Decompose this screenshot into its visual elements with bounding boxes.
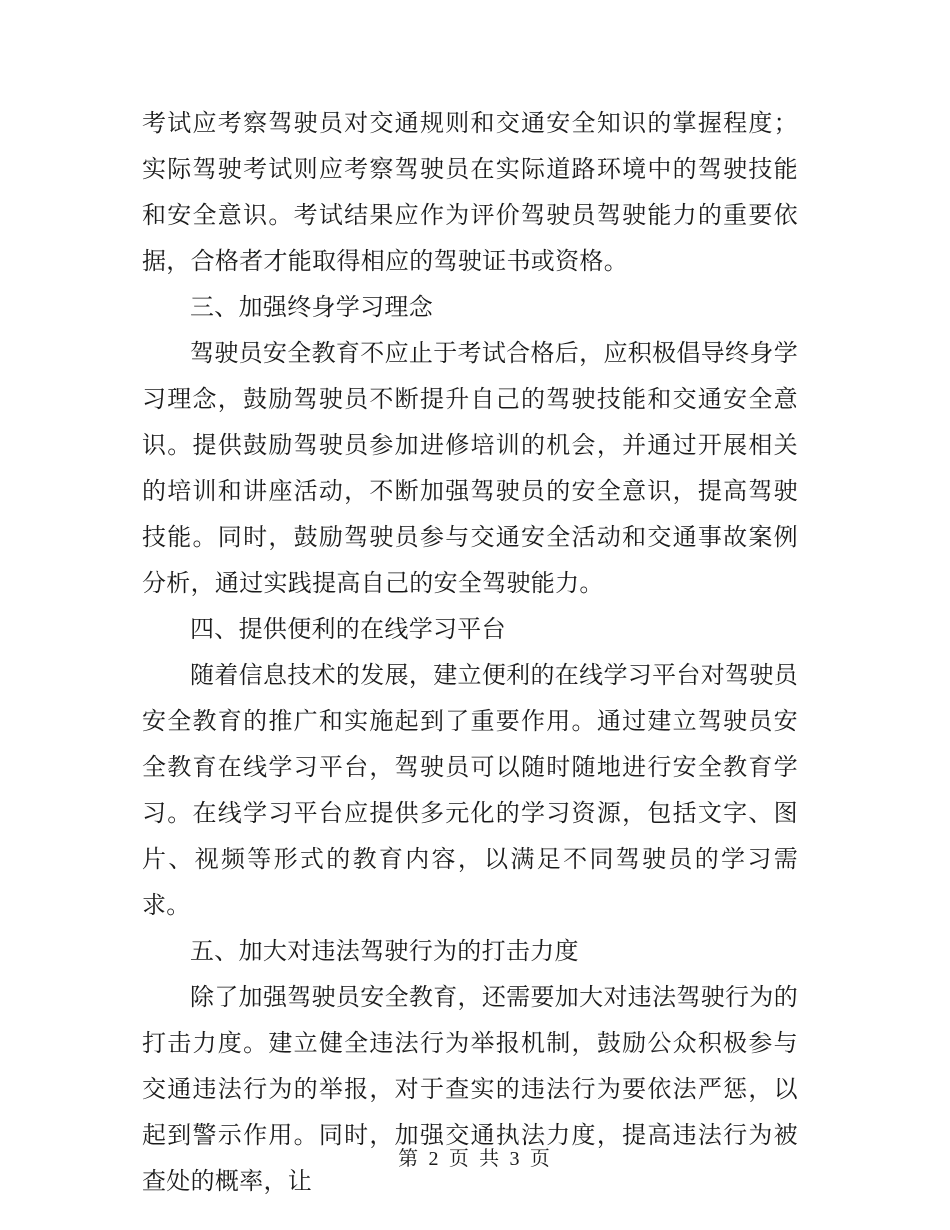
footer-middle: 页 共	[448, 1146, 502, 1170]
document-body	[142, 100, 798, 1204]
paragraph-exam-assessment: 考试应考察驾驶员对交通规则和交通安全知识的掌握程度；实际驾驶考试则应考察驾驶员在实际道路环境中的驾驶技能和安全意识。考试结果应作为评价驾驶员驾驶能力的重要依据，合格者才能取得相应的驾驶证书或资格。	[142, 109, 798, 275]
footer-prefix: 第	[398, 1146, 421, 1170]
paragraph-enforcement: 除了加强驾驶员安全教育，还需要加大对违法驾驶行为的打击力度。建立健全违法行为举报机制，鼓励公众积极参与交通违法行为的举报，对于查实的违法行为要依法严惩，以起到警示作用。同时，加强交通执法力度，提高违法行为被查处的概率，让	[142, 983, 798, 1195]
heading-enforcement: 五、加大对违法驾驶行为的打击力度	[190, 937, 579, 965]
footer-total-pages: 3	[509, 1148, 522, 1170]
heading-lifelong-learning: 三、加强终身学习理念	[190, 293, 433, 321]
footer-suffix: 页	[529, 1146, 552, 1170]
footer-page-number: 2	[428, 1148, 441, 1170]
page-footer	[0, 1144, 950, 1173]
paragraph-lifelong-learning: 驾驶员安全教育不应止于考试合格后，应积极倡导终身学习理念，鼓励驾驶员不断提升自己的驾驶技能和交通安全意识。提供鼓励驾驶员参加进修培训的机会，并通过开展相关的培训和讲座活动，不断加强驾驶员的安全意识，提高驾驶技能。同时，鼓励驾驶员参与交通安全活动和交通事故案例分析，通过实践提高自己的安全驾驶能力。	[142, 339, 798, 597]
paragraph-online-platform: 随着信息技术的发展，建立便利的在线学习平台对驾驶员安全教育的推广和实施起到了重要作用。通过建立驾驶员安全教育在线学习平台，驾驶员可以随时随地进行安全教育学习。在线学习平台应提供多元化的学习资源，包括文字、图片、视频等形式的教育内容，以满足不同驾驶员的学习需求。	[142, 661, 798, 919]
heading-online-platform: 四、提供便利的在线学习平台	[190, 615, 506, 643]
